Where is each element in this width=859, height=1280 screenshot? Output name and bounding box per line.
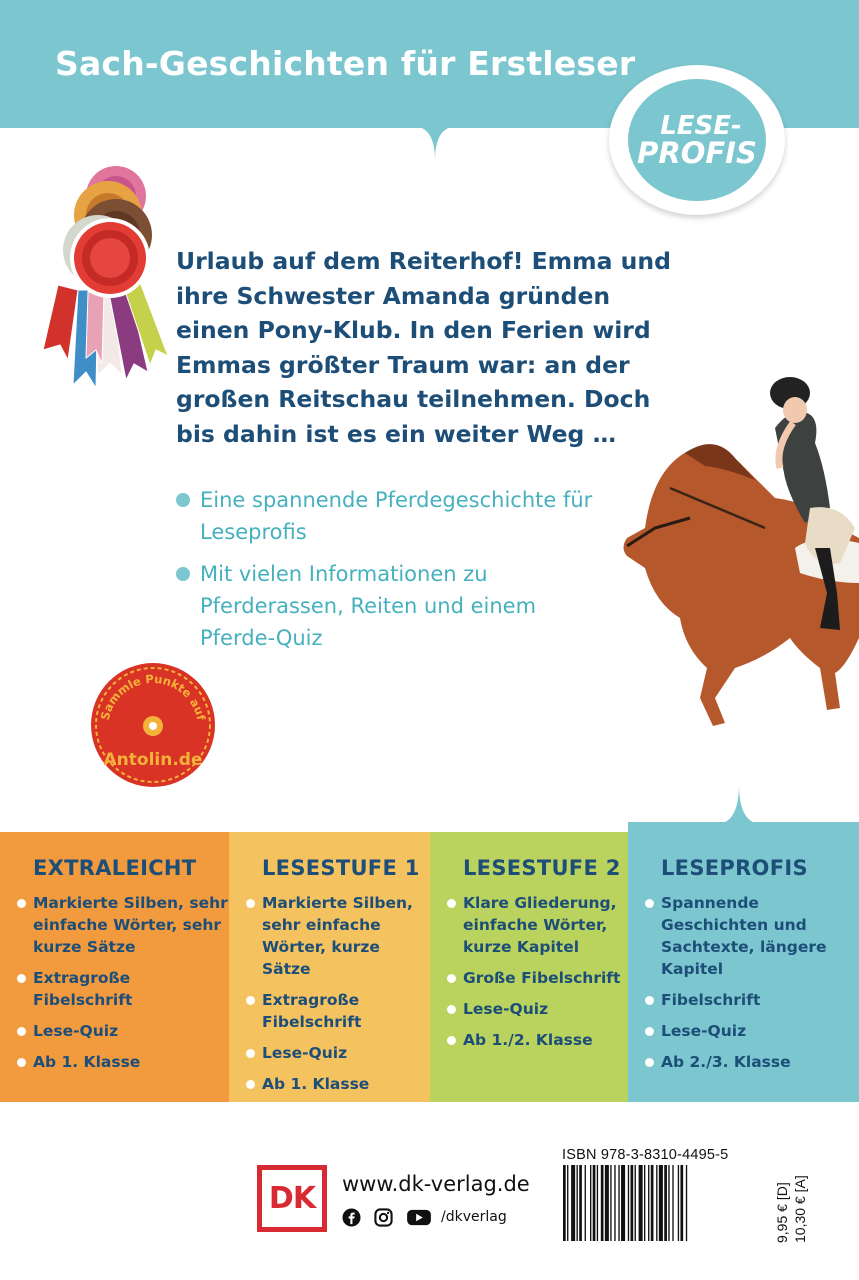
barcode [563,1165,728,1241]
level-item: Ab 1./2. Klasse [446,1029,628,1051]
bullet-dot [246,996,255,1005]
bullet-dot [176,493,190,507]
bullet-dot [447,974,456,983]
antolin-arc-text: Sammle Punkte auf [97,671,209,722]
level-item: Lese-Quiz [16,1020,229,1042]
level-title: EXTRALEICHT [33,856,197,880]
feature-list [176,484,616,664]
level-title: LESESTUFE 2 [463,856,621,880]
antolin-site: Antolin.de [103,750,203,770]
isbn-text: ISBN 978-3-8310-4495-5 [562,1147,729,1163]
horse-rider-image [615,368,859,748]
level-item: Fibelschrift [644,989,859,1011]
level-item: Lese-Quiz [644,1020,859,1042]
badge-line1: LESE- [660,110,742,141]
bullet-dot [447,899,456,908]
dk-logo-text: DK [268,1181,316,1216]
bullet-dot [645,899,654,908]
level-item: Markierte Silben, sehr einfache Wörter, kurze Sätze [245,892,430,980]
reading-levels [0,832,859,1102]
rosette-image [38,160,173,395]
feature-item: Eine spannende Pferdegeschichte für Leseprofis [176,484,616,548]
price-block [773,1153,808,1243]
bullet-dot [17,899,26,908]
badge-line2: PROFIS [637,135,757,170]
banner-notch [412,126,458,162]
facebook-icon[interactable] [342,1208,361,1227]
price-at: 10,30 € [A] [792,1175,808,1243]
level-item: Klare Gliederung, einfache Wörter, kurze Kapitel [446,892,628,958]
bullet-dot [246,1080,255,1089]
level-extraleicht [0,832,229,1102]
series-title: Sach-Geschichten für Erstleser [55,44,636,83]
instagram-icon[interactable] [374,1208,393,1227]
level-item: Extragroße Fibelschrift [16,967,229,1011]
bullet-dot [176,567,190,581]
level-item: Ab 1. Klasse [16,1051,229,1073]
bullet-dot [645,1027,654,1036]
bullet-dot [246,899,255,908]
level-leseprofis [628,822,859,1102]
bullet-dot [17,1027,26,1036]
publisher-website[interactable]: www.dk-verlag.de [342,1172,530,1196]
antolin-badge [88,660,218,790]
bullet-dot [645,996,654,1005]
bullet-dot [246,1049,255,1058]
level-item: Große Fibelschrift [446,967,628,989]
bullet-dot [17,1058,26,1067]
bullet-dot [447,1005,456,1014]
dk-logo [257,1165,327,1232]
youtube-icon[interactable] [406,1208,432,1227]
level-lesestufe-1 [229,832,430,1102]
level-item: Extragroße Fibelschrift [245,989,430,1033]
level-title: LESEPROFIS [661,856,808,880]
blurb-text: Urlaub auf dem Reiterhof! Emma und ihre Schwester Amanda gründen einen Pony-Klub. In den Ferien wird Emmas größter Traum war: an der großen Reitschau teilnehmen. Doch bis dahin ist es ein weiter Weg … [176,247,671,448]
bullet-dot [645,1058,654,1067]
bullet-dot [447,1036,456,1045]
feature-item: Mit vielen Informationen zu Pferderassen, Reiten und einem Pferde-Quiz [176,558,616,654]
social-links [342,1207,507,1227]
panel-notch [716,782,762,824]
level-item: Spannende Geschichten und Sachtexte, längere Kapitel [644,892,859,980]
leseprofis-badge [609,65,785,215]
social-handle: /dkverlag [441,1209,507,1225]
level-item: Markierte Silben, sehr einfache Wörter, sehr kurze Sätze [16,892,229,958]
level-title: LESESTUFE 1 [262,856,420,880]
level-item: Ab 1. Klasse [245,1073,430,1095]
bullet-dot [17,974,26,983]
level-lesestufe-2 [430,832,628,1102]
level-item: Ab 2./3. Klasse [644,1051,859,1073]
level-item: Lese-Quiz [446,998,628,1020]
price-de: 9,95 € [D] [774,1182,790,1243]
level-item: Lese-Quiz [245,1042,430,1064]
